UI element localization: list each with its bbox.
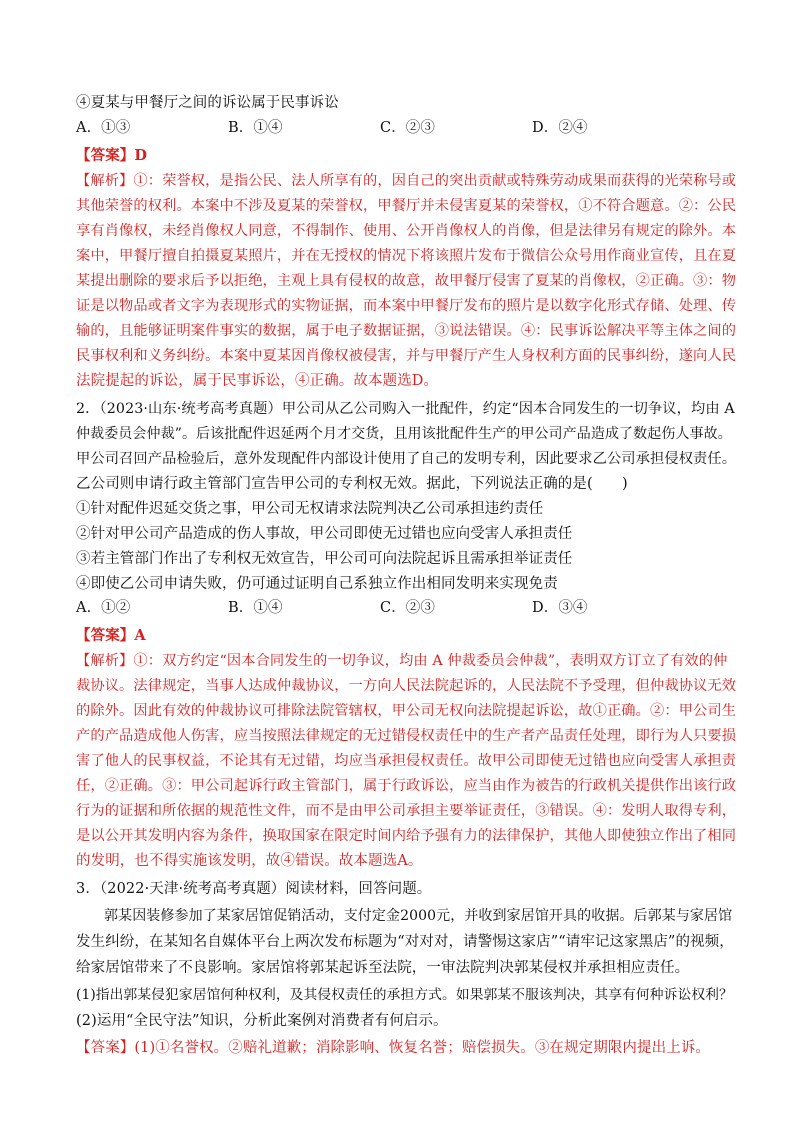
q2-analysis-line: 【解析】①：双方约定“因本合同发生的一切争议，均由 A 仲裁委员会仲裁”，表明双方订立了有效的仲 (76, 653, 728, 669)
q1-analysis-line: 民事权利和义务纠纷。本案中夏某因肖像权被侵害，并与甲餐厅产生人身权利方面的民事纠纷，遂向人民 (76, 348, 737, 364)
q2-stem-line: 甲公司召回产品检验后，意外发现配件内部设计使用了自己的发明专利，因此要求乙公司承担侵权责任。 (76, 451, 737, 467)
q1-option-c: C．②③ (380, 120, 435, 136)
q2-analysis-line: 的除外。因此有效的仲裁协议可排除法院管辖权，甲公司无权向法院提起诉讼，故①正确。②：甲公司生 (76, 703, 737, 719)
q3-material-line: 发生纠纷，在某知名自媒体平台上两次发布标题为“对对对，请警惕这家店”“请牢记这家黑店”的视频， (76, 934, 734, 950)
q1-options (76, 117, 736, 139)
q1-option-d: D．②④ (532, 120, 588, 136)
q2-stem-line: 仲裁委员会仲裁”。后该批配件迟延两个月才交货，且用该批配件生产的甲公司产品造成了数起伤人事故。 (76, 426, 732, 442)
q2-analysis-line: 裁协议。法律规定，当事人达成仲裁协议，一方向人民法院起诉的，人民法院不予受理，但仲裁协议无效 (76, 678, 737, 694)
q3-question-2: (2)运用“全民守法”知识，分析此案例对消费者有何启示。 (76, 1013, 448, 1029)
q2-option-c: C．②③ (380, 600, 435, 616)
q2-option-b: B．①④ (228, 600, 283, 616)
q1-analysis-line: 案中，甲餐厅擅自拍摄夏某照片，并在无授权的情况下将该照片发布于微信公众号用作商业宣传，且在夏 (76, 248, 737, 264)
q2-analysis-line: 是以公开其发明内容为条件，换取国家在限定时间内给予强有力的法律保护，其他人即使独立作出了相同 (76, 828, 737, 844)
q3-question-1: (1)指出郭某侵犯家居馆何种权利，及其侵权责任的承担方式。如果郭某不服该判决，其享有何种诉讼权利？ (76, 987, 733, 1003)
q2-analysis-line: 的发明，也不得实施该发明，故④错误。故本题选A。 (76, 853, 423, 869)
q2-item-2: ②针对甲公司产品造成的伤人事故，甲公司即使无过错也应向受害人承担责任 (76, 526, 573, 542)
q1-answer: 【答案】D (76, 147, 148, 164)
q2-options (76, 597, 736, 619)
q1-option-b: B．①④ (228, 120, 283, 136)
q2-analysis-line: 任，②正确。③：甲公司起诉行政主管部门，属于行政诉讼，应当由作为被告的行政机关提供作出该行政 (76, 778, 737, 794)
q2-analysis-line: 产的产品造成他人伤害，应当按照法律规定的无过错侵权责任中的生产者产品责任处理，即行为人只要损 (76, 728, 737, 744)
q2-item-1: ①针对配件迟延交货之事，甲公司无权请求法院判决乙公司承担违约责任 (76, 501, 544, 517)
q3-answer: 【答案】(1)①名誉权。②赔礼道歉；消除影响、恢复名誉；赔偿损失。③在规定期限内提出上诉。 (76, 1040, 711, 1056)
q1-analysis-line: 输的，且能够证明案件事实的数据，属于电子数据证据，③说法错误。④：民事诉讼解决平等主体之间的 (76, 323, 737, 339)
q2-stem-line: 乙公司则申请行政主管部门宣告甲公司的专利权无效。据此，下列说法正确的是( ) (76, 476, 628, 492)
q2-analysis-line: 行为的证据和所依据的规范性文件，而不是由甲公司承担主要举证责任，③错误。④：发明人取得专利， (76, 803, 737, 819)
q1-analysis-line: 某提出删除的要求后予以拒绝，主观上具有侵权的故意，故甲餐厅侵害了夏某的肖像权，②正确。③：物 (76, 273, 737, 289)
q2-option-a: A．①② (76, 600, 131, 616)
q3-material-line: 郭某因装修参加了某家居馆促销活动，支付定金2000元，并收到家居馆开具的收据。后郭某与家居馆 (104, 908, 733, 924)
q2-answer: 【答案】A (76, 627, 146, 644)
q2-option-d: D．③④ (532, 600, 588, 616)
q1-analysis-line: 法院提起的诉讼，属于民事诉讼，④正确。故本题选D。 (76, 373, 439, 389)
q1-item-4: ④夏某与甲餐厅之间的诉讼属于民事诉讼 (76, 95, 339, 111)
q3-stem: 3．（2022·天津·统考高考真题）阅读材料，回答问题。 (76, 881, 432, 897)
q2-item-3: ③若主管部门作出了专利权无效宣告，甲公司可向法院起诉且需承担举证责任 (76, 551, 573, 567)
q1-analysis-line: 【解析】①：荣誉权，是指公民、法人所享有的，因自己的突出贡献或特殊劳动成果而获得的光荣称号或 (76, 173, 737, 189)
q1-analysis-line: 享有肖像权，未经肖像权人同意，不得制作、使用、公开肖像权人的肖像，但是法律另有规定的除外。本 (76, 223, 737, 239)
q2-item-4: ④即使乙公司申请失败，仍可通过证明自己系独立作出相同发明来实现免责 (76, 576, 558, 592)
q2-stem-line: 2．（2023·山东·统考高考真题）甲公司从乙公司购入一批配件，约定“因本合同发生的一切争议，均由 A (76, 401, 735, 417)
q3-material-line: 给家居馆带来了不良影响。家居馆将郭某起诉至法院，一审法院判决郭某侵权并承担相应责任。 (76, 960, 690, 976)
q1-option-a: A．①③ (76, 120, 131, 136)
q1-analysis-line: 证是以物品或者文字为表现形式的实物证据，而本案中甲餐厅发布的照片是以数字化形式存储、处理、传 (76, 298, 737, 314)
q2-analysis-line: 害了他人的民事权益，不论其有无过错，均应当承担侵权责任。故甲公司即使无过错也应向受害人承担责 (76, 753, 737, 769)
q1-analysis-line: 其他荣誉的权利。本案中不涉及夏某的荣誉权，甲餐厅并未侵害夏某的荣誉权，①不符合题意。②：公民 (76, 198, 737, 214)
